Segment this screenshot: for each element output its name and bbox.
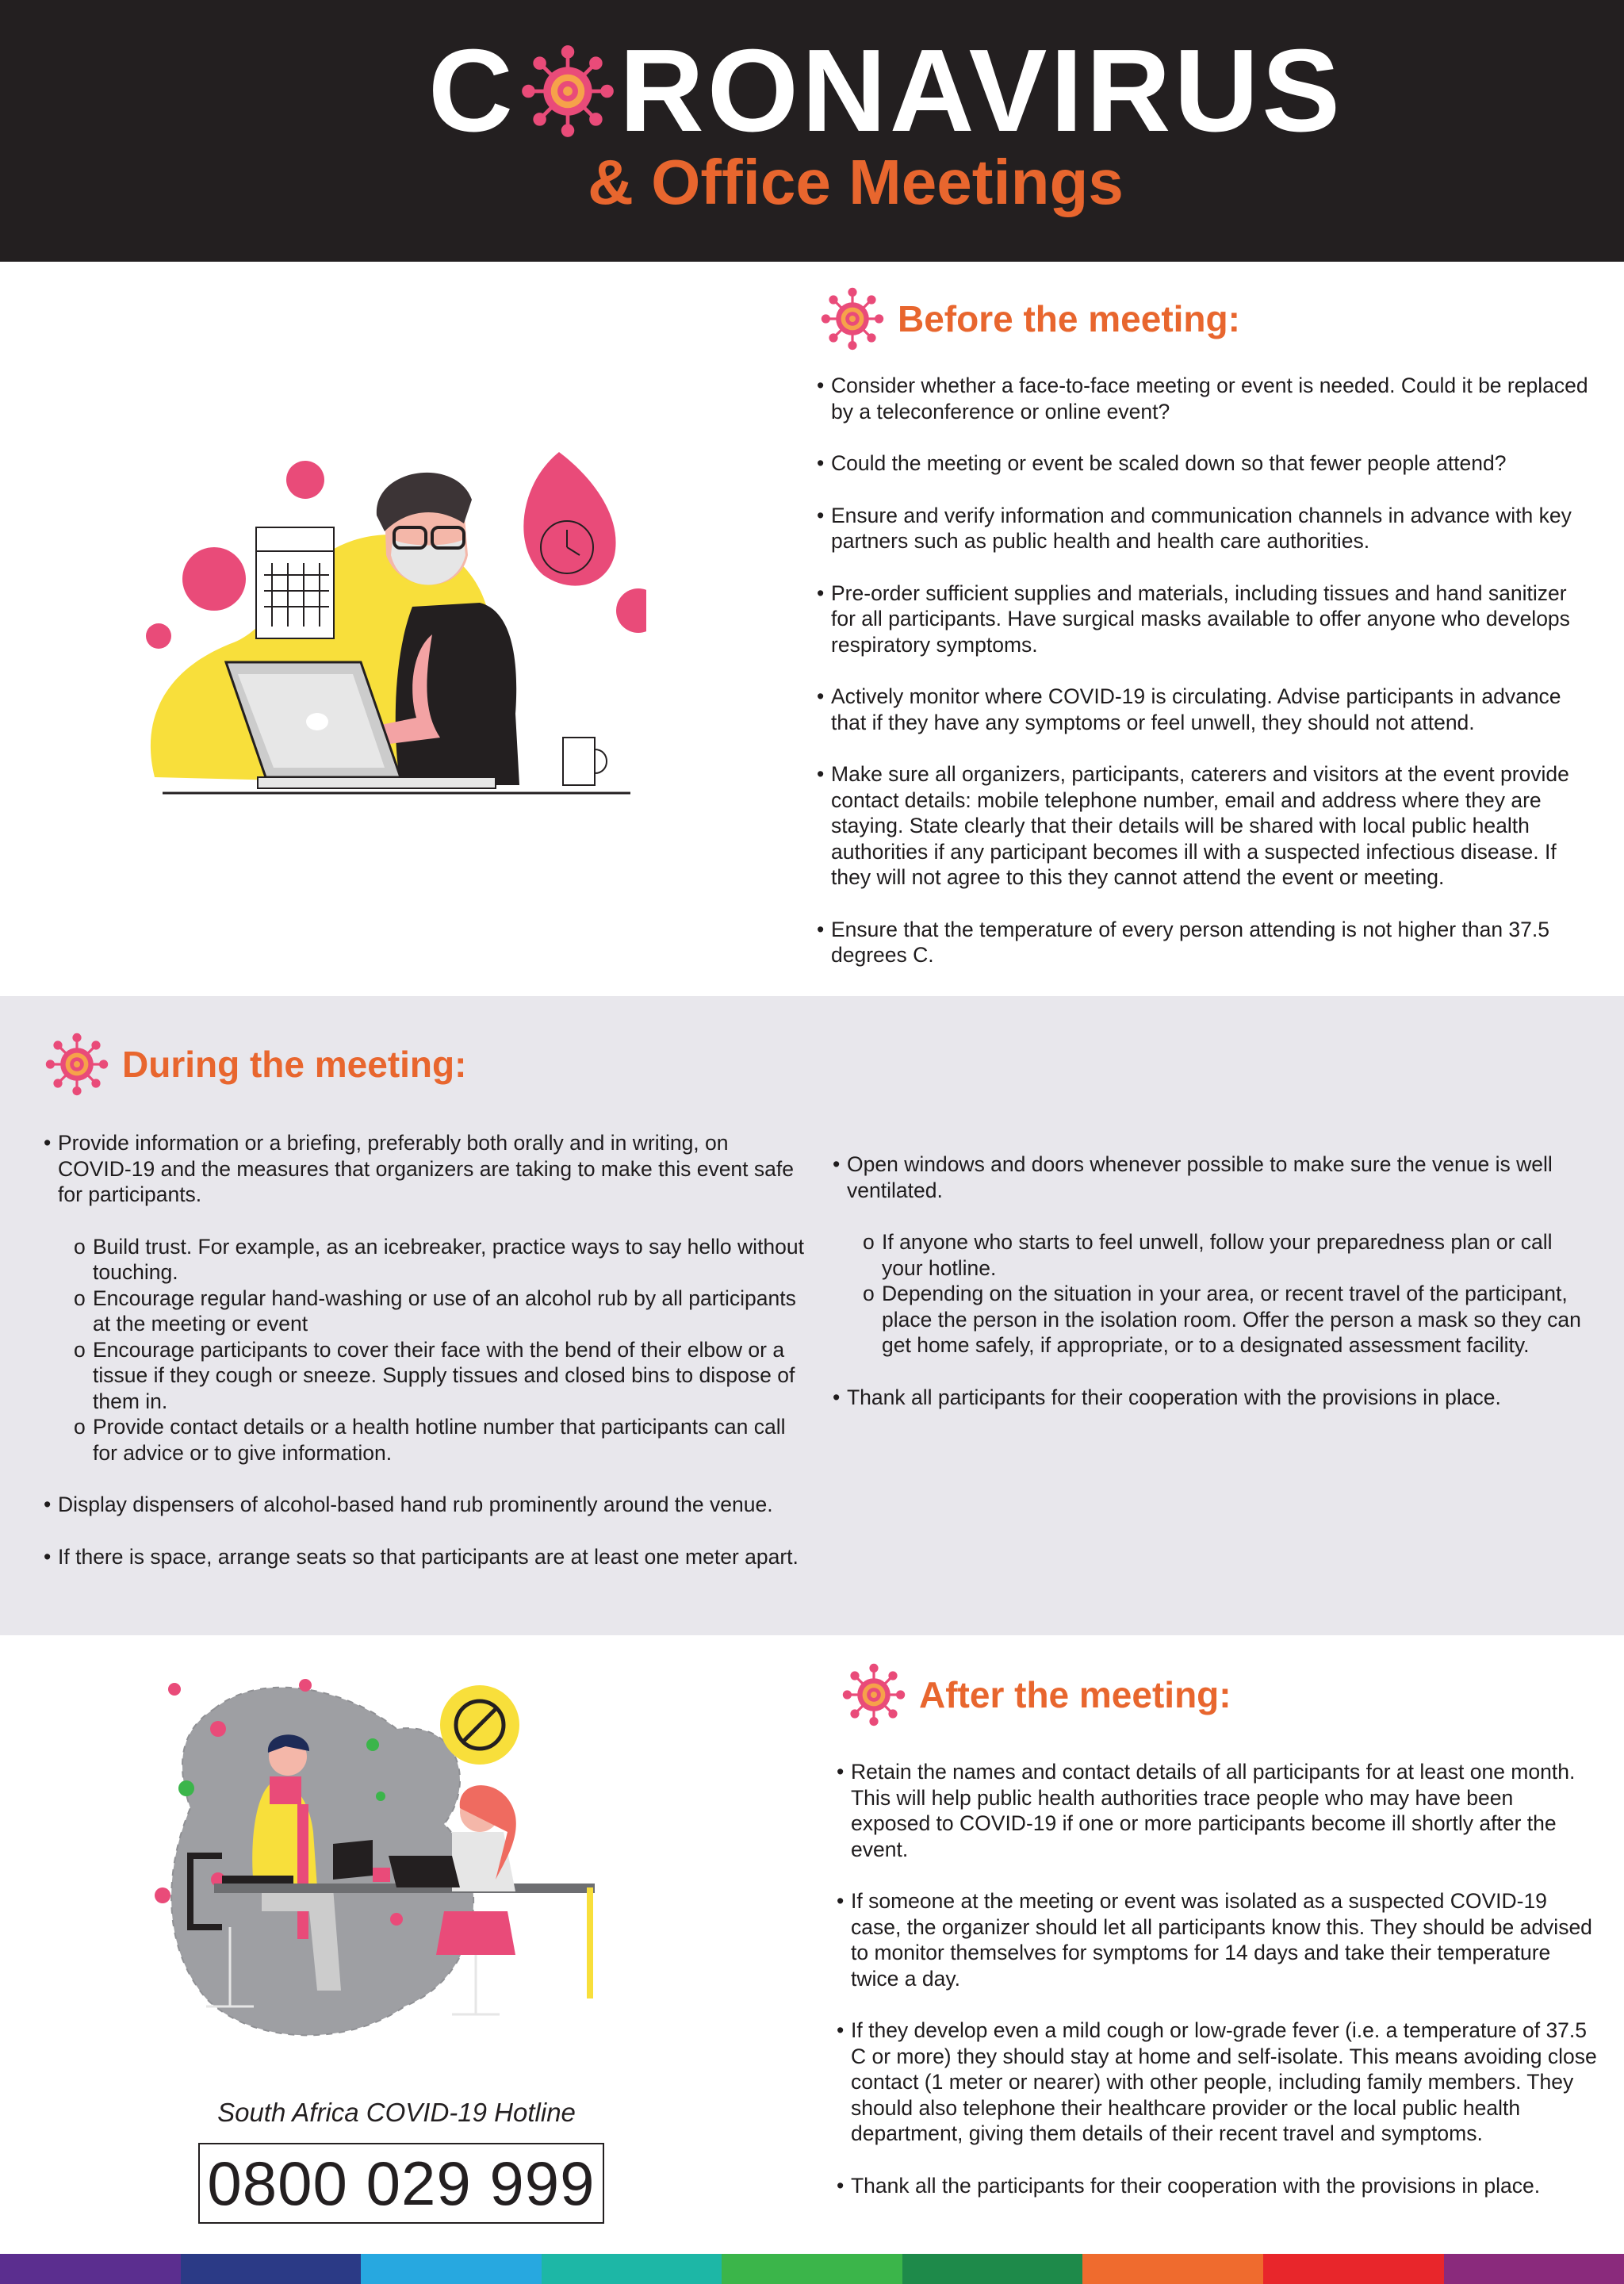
footer-color-stripes <box>0 2254 1624 2284</box>
list-item <box>817 581 1594 658</box>
bullet-marker: o <box>863 1282 875 1305</box>
bullet-marker: • <box>44 1131 52 1155</box>
list-item <box>44 1130 805 1208</box>
footer-stripe <box>0 2254 181 2284</box>
list-item-text: If they develop even a mild cough or low-grade fever (i.e. a temperature of 37.5 C or more) they should stay at home and self-isolate. This means avoiding close contact (1 meter or nearer) with other people, including family members. They should also telephone their healthcare provider or the local public health department, giving them details of their recent travel and symptoms. <box>851 2018 1597 2145</box>
list-item-text: If there is space, arrange seats so that participants are at least one meter apart. <box>58 1544 799 1569</box>
footer-stripe <box>1263 2254 1444 2284</box>
bullet-marker: o <box>74 1286 86 1310</box>
footer-stripe <box>181 2254 362 2284</box>
bullet-marker: • <box>817 374 825 397</box>
list-item <box>837 2018 1598 2147</box>
list-item <box>837 2173 1598 2199</box>
list-item-text: Consider whether a face-to-face meeting or event is needed. Could it be replaced by a teleconference or online event? <box>831 374 1588 423</box>
bullet-marker: • <box>837 1889 845 1913</box>
during-heading <box>41 1033 466 1096</box>
list-item <box>833 1152 1594 1203</box>
list-item-text: Ensure and verify information and communication channels in advance with key partners such as public health and health care authorities. <box>831 503 1572 553</box>
bullet-marker: • <box>44 1544 52 1569</box>
during-left-list <box>44 1130 805 1596</box>
page-title <box>428 25 1343 156</box>
list-item <box>817 761 1594 891</box>
before-heading-text: Before the meeting: <box>898 298 1240 339</box>
page-subtitle: & Office Meetings <box>588 147 1124 217</box>
hotline-number-box <box>198 2143 604 2224</box>
after-heading <box>838 1663 1231 1726</box>
bullet-marker: o <box>74 1415 86 1439</box>
list-item-text: Open windows and doors whenever possible to make sure the venue is well ventilated. <box>847 1152 1553 1202</box>
list-item <box>837 1759 1598 1862</box>
bullet-marker: o <box>74 1234 86 1259</box>
list-item <box>837 1888 1598 1991</box>
bullet-marker: • <box>817 762 825 786</box>
sub-list-item <box>44 1234 805 1286</box>
hotline-number: 0800 029 999 <box>207 2148 596 2218</box>
footer-stripe <box>722 2254 902 2284</box>
footer-stripe <box>902 2254 1083 2284</box>
after-heading-text: After the meeting: <box>919 1674 1231 1715</box>
office-meeting-illustration <box>143 1673 642 2070</box>
list-item <box>833 1385 1594 1411</box>
list-item-text: Pre-order sufficient supplies and materials, including tissues and hand sanitizer for all participants. Have surgical masks available to offer anyone who develops respiratory symptoms. <box>831 581 1570 657</box>
list-item-text: Retain the names and contact details of all participants for at least one month. This will help public health authorities trace people who may have been exposed to COVID-19 if one or more participants become ill shortly after the event. <box>851 1760 1576 1861</box>
list-item-text: If someone at the meeting or event was isolated as a suspected COVID-19 case, the organizer should let all participants know this. They should be advised to monitor themselves for symptoms for 14 days and take their temperature twice a day. <box>851 1889 1592 1991</box>
bullet-marker: • <box>817 684 825 708</box>
bullet-marker: • <box>833 1152 841 1176</box>
sub-list-item <box>833 1281 1594 1359</box>
title-letter-c: C <box>428 25 516 156</box>
bullet-marker: • <box>44 1493 52 1516</box>
sub-list-item <box>44 1286 805 1337</box>
list-item-text: Thank all the participants for their cooperation with the provisions in place. <box>851 2173 1541 2198</box>
after-list <box>837 1759 1598 2225</box>
list-item <box>817 684 1594 735</box>
virus-icon <box>41 1033 113 1096</box>
footer-stripe <box>361 2254 542 2284</box>
bullet-marker: • <box>833 1385 841 1409</box>
bullet-marker: o <box>74 1337 86 1362</box>
list-item <box>44 1492 805 1518</box>
sub-list-item <box>833 1229 1594 1281</box>
list-item-text: Encourage regular hand-washing or use of an alcohol rub by all participants at the meeting or event <box>93 1286 796 1336</box>
list-item-text: Ensure that the temperature of every person attending is not higher than 37.5 degrees C. <box>831 917 1549 967</box>
before-heading <box>817 287 1240 351</box>
sub-list-item <box>44 1414 805 1466</box>
list-item <box>817 450 1594 477</box>
sub-list-item <box>44 1337 805 1415</box>
list-item-text: Thank all participants for their cooperation with the provisions in place. <box>847 1385 1501 1409</box>
list-item-text: Provide contact details or a health hotline number that participants can call for advice or to give information. <box>93 1415 786 1465</box>
footer-stripe <box>1444 2254 1624 2284</box>
list-item-text: Build trust. For example, as an icebreaker, practice ways to say hello without touching. <box>93 1234 805 1284</box>
virus-icon <box>838 1663 910 1726</box>
list-item-text: Provide information or a briefing, preferably both orally and in writing, on COVID-19 and the measures that organizers are taking to make this event safe for participants. <box>58 1131 794 1206</box>
list-item <box>817 917 1594 968</box>
header-banner <box>0 0 1624 262</box>
bullet-marker: • <box>817 917 825 941</box>
list-item-text: Make sure all organizers, participants, caterers and visitors at the event provide contact details: mobile telephone number, email and address where they are staying. State clearly that their details will be shared with local public health authorities if any participant becomes ill with a suspected infectious disease. If they will not agree to this they cannot attend the event or meeting. <box>831 762 1569 889</box>
list-item-text: If anyone who starts to feel unwell, follow your preparedness plan or call your hotline. <box>882 1230 1553 1280</box>
bullet-marker: • <box>837 2018 845 2042</box>
title-text: RONAVIRUS <box>619 25 1343 156</box>
footer-stripe <box>1082 2254 1263 2284</box>
during-heading-text: During the meeting: <box>122 1044 467 1085</box>
list-item-text: Could the meeting or event be scaled down so that fewer people attend? <box>831 451 1507 475</box>
list-item-text: Display dispensers of alcohol-based hand rub prominently around the venue. <box>58 1493 773 1516</box>
bullet-marker: o <box>863 1230 875 1254</box>
list-item <box>817 503 1594 554</box>
hotline-label: South Africa COVID-19 Hotline <box>217 2098 576 2127</box>
bullet-marker: • <box>837 2173 845 2198</box>
during-right-list <box>833 1152 1594 1436</box>
person-with-laptop-illustration <box>139 452 646 801</box>
bullet-marker: • <box>837 1760 845 1784</box>
virus-icon <box>521 44 615 138</box>
list-item-text: Depending on the situation in your area, or recent travel of the participant, place the person in the isolation room. Offer the person a mask so they can get home safely, if appropriate, or to a designated assessment facility. <box>882 1282 1581 1357</box>
virus-icon <box>817 287 888 351</box>
list-item-text: Encourage participants to cover their face with the bend of their elbow or a tissue if they cough or sneeze. Supply tissues and closed bins to dispose of them in. <box>93 1337 795 1413</box>
list-item <box>44 1544 805 1570</box>
before-list <box>817 373 1594 994</box>
list-item <box>817 373 1594 424</box>
bullet-marker: • <box>817 451 825 475</box>
footer-stripe <box>542 2254 722 2284</box>
bullet-marker: • <box>817 581 825 605</box>
list-item-text: Actively monitor where COVID-19 is circulating. Advise participants in advance that if they have any symptoms or feel unwell, they should not attend. <box>831 684 1561 734</box>
bullet-marker: • <box>817 503 825 527</box>
